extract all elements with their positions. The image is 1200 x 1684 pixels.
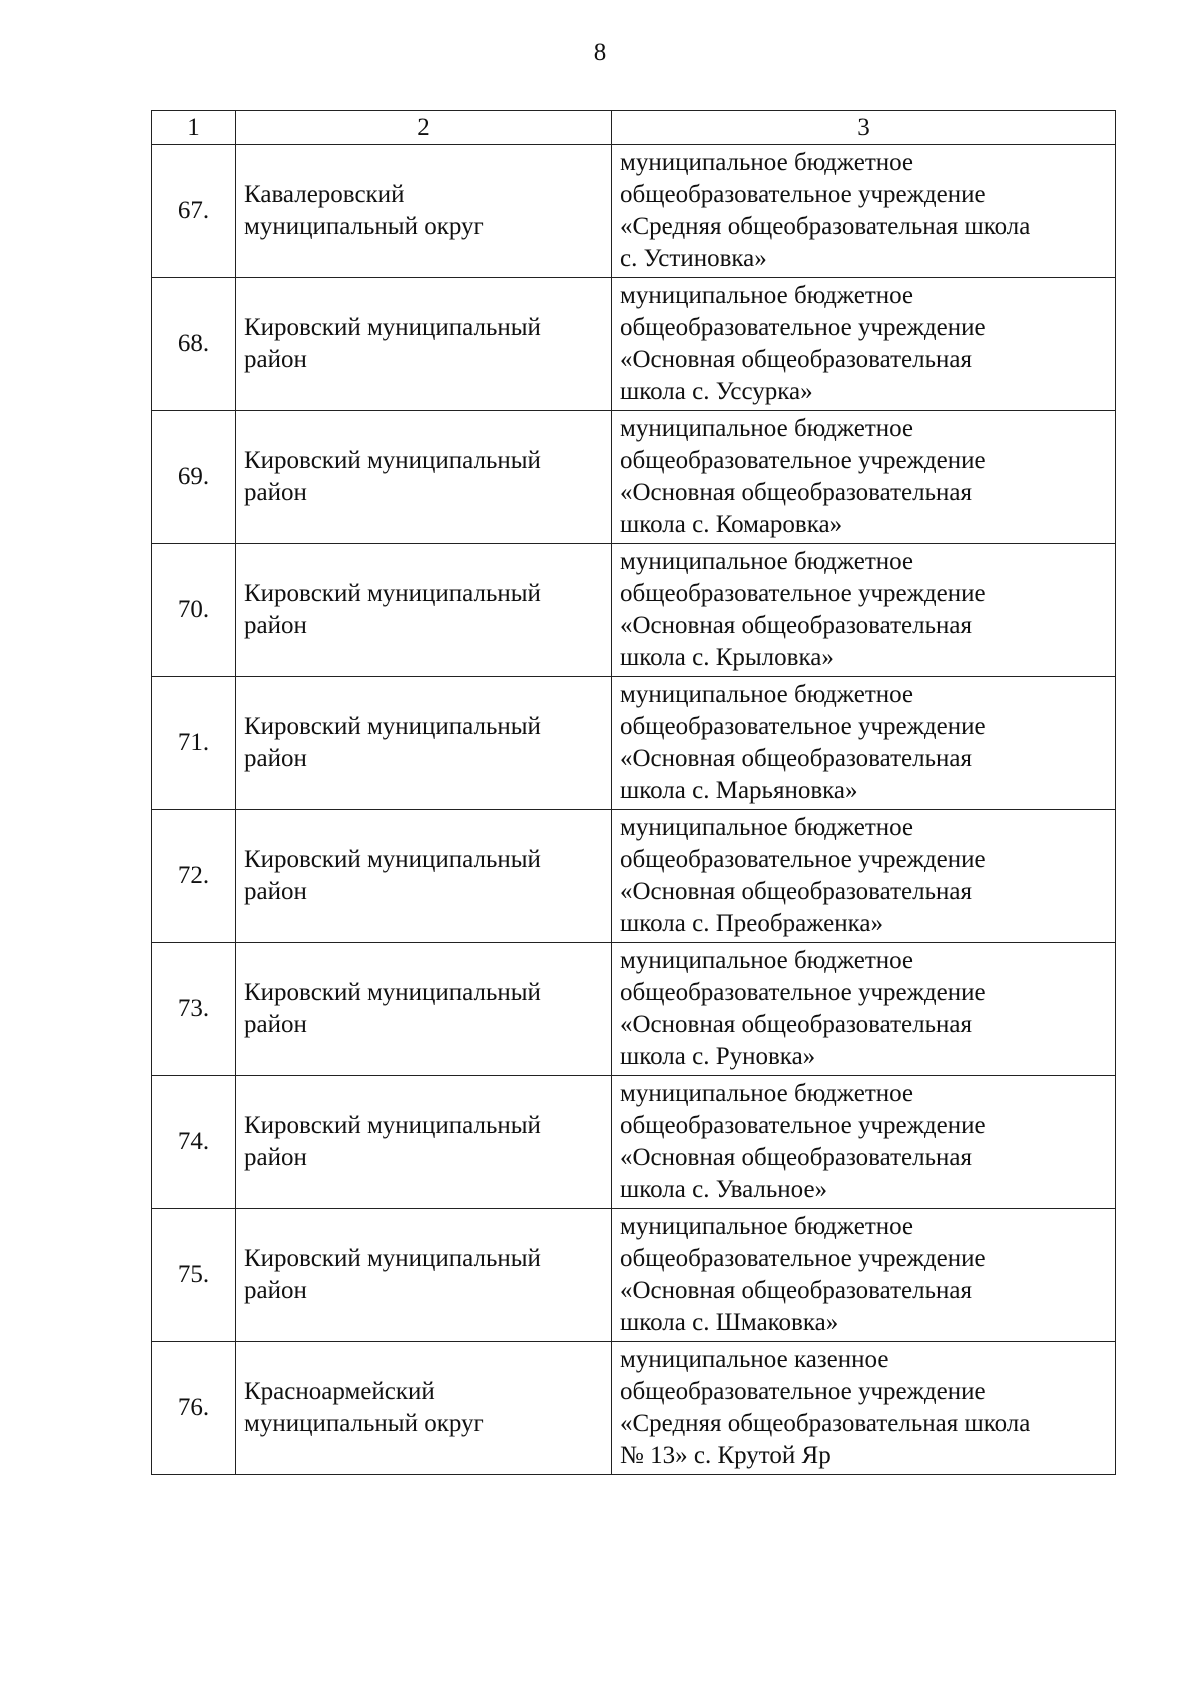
municipality-cell — [236, 145, 612, 278]
institution-line: муниципальное казенное — [620, 1346, 889, 1373]
institution-line: общеобразовательное учреждение — [620, 1245, 986, 1272]
municipality-cell — [236, 1209, 612, 1342]
institution-line: «Основная общеобразовательная — [620, 479, 972, 506]
row-number: 74. — [152, 1076, 236, 1209]
row-number: 71. — [152, 677, 236, 810]
table-row — [152, 544, 1116, 677]
institution-line: общеобразовательное учреждение — [620, 713, 986, 740]
institutions-table — [151, 110, 1116, 1475]
row-number: 75. — [152, 1209, 236, 1342]
row-number: 70. — [152, 544, 236, 677]
row-number: 73. — [152, 943, 236, 1076]
row-number: 76. — [152, 1342, 236, 1475]
municipality-line: Кировский муниципальный — [244, 1245, 541, 1272]
municipality-cell — [236, 1076, 612, 1209]
institution-cell — [612, 145, 1116, 278]
municipality-line: Кавалеровский — [244, 181, 405, 208]
row-number: 72. — [152, 810, 236, 943]
institution-line: муниципальное бюджетное — [620, 149, 914, 176]
institution-line: «Основная общеобразовательная — [620, 1277, 972, 1304]
municipality-line: район — [244, 878, 307, 905]
institution-line: муниципальное бюджетное — [620, 1213, 914, 1240]
institution-line: «Средняя общеобразовательная школа — [620, 1410, 1031, 1437]
institution-cell — [612, 1209, 1116, 1342]
institution-cell — [612, 677, 1116, 810]
header-col-2: 2 — [236, 111, 612, 145]
institution-line: «Средняя общеобразовательная школа — [620, 213, 1031, 240]
institution-line: школа с. Руновка» — [620, 1043, 816, 1070]
municipality-line: Кировский муниципальный — [244, 580, 541, 607]
table-row — [152, 1209, 1116, 1342]
municipality-line: Кировский муниципальный — [244, 979, 541, 1006]
municipality-line: район — [244, 1011, 307, 1038]
table-row — [152, 943, 1116, 1076]
institution-line: «Основная общеобразовательная — [620, 878, 972, 905]
institution-cell — [612, 810, 1116, 943]
row-number: 67. — [152, 145, 236, 278]
table-row — [152, 810, 1116, 943]
institution-line: школа с. Увальное» — [620, 1176, 828, 1203]
institution-line: школа с. Марьяновка» — [620, 777, 858, 804]
municipality-line: муниципальный округ — [244, 1410, 484, 1437]
municipality-cell — [236, 411, 612, 544]
institution-line: общеобразовательное учреждение — [620, 979, 986, 1006]
municipality-cell — [236, 943, 612, 1076]
municipality-line: Кировский муниципальный — [244, 447, 541, 474]
municipality-cell — [236, 278, 612, 411]
institution-line: муниципальное бюджетное — [620, 1080, 914, 1107]
table-row — [152, 1076, 1116, 1209]
institution-cell — [612, 411, 1116, 544]
institution-line: муниципальное бюджетное — [620, 415, 914, 442]
institution-line: общеобразовательное учреждение — [620, 1378, 986, 1405]
institution-line: общеобразовательное учреждение — [620, 181, 986, 208]
municipality-cell — [236, 544, 612, 677]
municipality-cell — [236, 810, 612, 943]
institution-line: «Основная общеобразовательная — [620, 612, 972, 639]
institution-cell — [612, 943, 1116, 1076]
institution-line: общеобразовательное учреждение — [620, 846, 986, 873]
institution-line: «Основная общеобразовательная — [620, 1144, 972, 1171]
institution-line: «Основная общеобразовательная — [620, 346, 972, 373]
municipality-line: район — [244, 1144, 307, 1171]
municipality-line: муниципальный округ — [244, 213, 484, 240]
row-number: 69. — [152, 411, 236, 544]
institution-line: муниципальное бюджетное — [620, 814, 914, 841]
municipality-line: Кировский муниципальный — [244, 1112, 541, 1139]
institution-line: «Основная общеобразовательная — [620, 745, 972, 772]
municipality-cell — [236, 677, 612, 810]
table-row — [152, 1342, 1116, 1475]
institution-line: школа с. Крыловка» — [620, 644, 834, 671]
municipality-line: Красноармейский — [244, 1378, 435, 1405]
institution-cell — [612, 1076, 1116, 1209]
institution-line: общеобразовательное учреждение — [620, 1112, 986, 1139]
institution-line: общеобразовательное учреждение — [620, 447, 986, 474]
institution-cell — [612, 1342, 1116, 1475]
institution-line: школа с. Преображенка» — [620, 910, 883, 937]
municipality-line: район — [244, 479, 307, 506]
institution-line: общеобразовательное учреждение — [620, 314, 986, 341]
table-header-row — [152, 111, 1116, 145]
header-col-1: 1 — [152, 111, 236, 145]
institution-cell — [612, 278, 1116, 411]
municipality-line: район — [244, 1277, 307, 1304]
header-col-3: 3 — [612, 111, 1116, 145]
page-number: 8 — [593, 39, 607, 66]
institution-line: муниципальное бюджетное — [620, 548, 914, 575]
municipality-line: Кировский муниципальный — [244, 314, 541, 341]
table-row — [152, 145, 1116, 278]
institution-line: № 13» с. Крутой Яр — [620, 1442, 831, 1469]
institution-line: муниципальное бюджетное — [620, 681, 914, 708]
table-row — [152, 677, 1116, 810]
municipality-cell — [236, 1342, 612, 1475]
municipality-line: район — [244, 346, 307, 373]
institution-line: школа с. Шмаковка» — [620, 1309, 839, 1336]
institution-line: школа с. Уссурка» — [620, 378, 813, 405]
municipality-line: район — [244, 745, 307, 772]
municipality-line: Кировский муниципальный — [244, 846, 541, 873]
institution-line: муниципальное бюджетное — [620, 947, 914, 974]
row-number: 68. — [152, 278, 236, 411]
table-row — [152, 411, 1116, 544]
institution-line: муниципальное бюджетное — [620, 282, 914, 309]
institution-line: школа с. Комаровка» — [620, 511, 843, 538]
institution-line: с. Устиновка» — [620, 245, 767, 272]
institution-line: общеобразовательное учреждение — [620, 580, 986, 607]
institution-line: «Основная общеобразовательная — [620, 1011, 972, 1038]
table-row — [152, 278, 1116, 411]
table-body — [152, 111, 1116, 1475]
institution-cell — [612, 544, 1116, 677]
municipality-line: район — [244, 612, 307, 639]
municipality-line: Кировский муниципальный — [244, 713, 541, 740]
